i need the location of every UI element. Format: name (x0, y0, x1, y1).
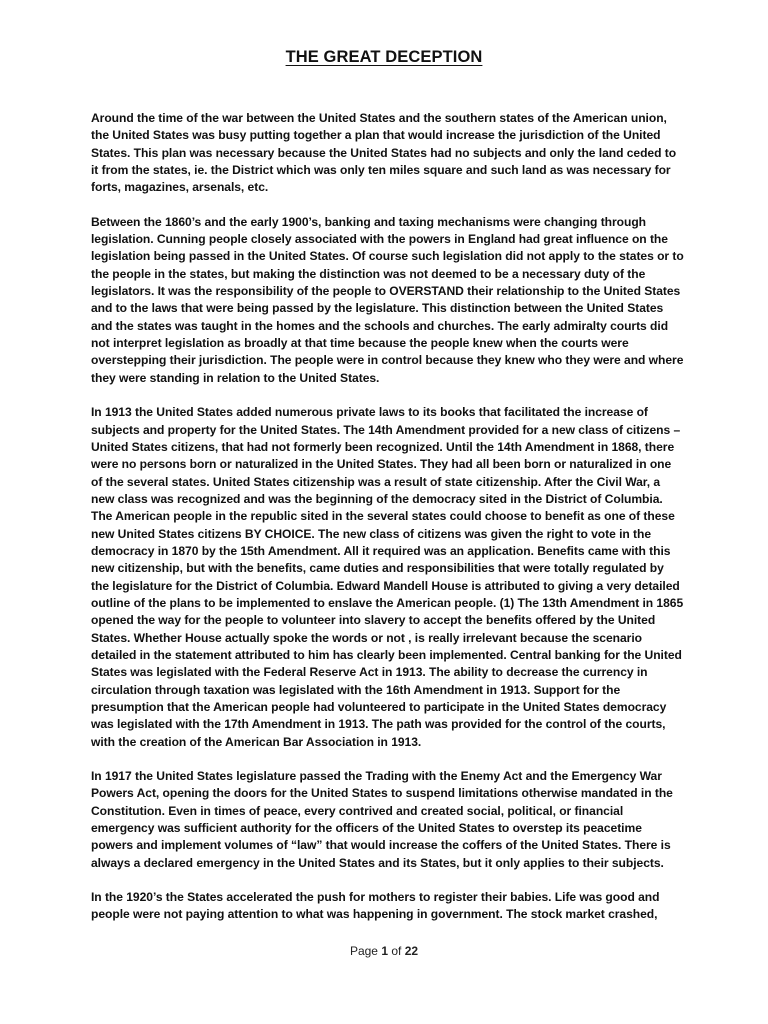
page-number-footer (0, 944, 768, 958)
paragraph-5: In the 1920’s the States accelerated the push for mothers to register their babies. Life was good and people were not paying attention to what was happening in government. The stock market crashed, (91, 890, 660, 922)
paragraph-2: Between the 1860’s and the early 1900’s, banking and taxing mechanisms were changing through legislation. Cunning people closely associated with the powers in England had great influence on the legislation being passed in the United States. Of course such legislation did not apply to the states or to the people in the states, but making the distinction was not deemed to be a necessary duty of the legislators. It was the responsibility of the people to OVERSTAND their relationship to the United States and to the laws that were being passed by the legislature. This distinction between the United States and the states was taught in the homes and the schools and churches. The early admiralty courts did not interpret legislation as broadly at that time because the people knew when the courts were overstepping their jurisdiction. The people were in control because they knew who they were and where they were standing in relation to the United States. (91, 214, 684, 385)
document-body (91, 110, 685, 941)
page-label: Page (349, 944, 378, 958)
page-total: 22 (404, 944, 419, 958)
page-of-label: of (391, 944, 402, 958)
page-current: 1 (381, 944, 388, 958)
paragraph-1: Around the time of the war between the United States and the southern states of the American union, the United States was busy putting together a plan that would increase the jurisdiction of the United States. This plan was necessary because the United States had no subjects and only the land ceded to it from the states, ie. the District which was only ten miles square and such land as was necessary for forts, magazines, arsenals, etc. (91, 111, 677, 195)
document-title: THE GREAT DECEPTION (285, 48, 483, 66)
paragraph-3: In 1913 the United States added numerous private laws to its books that facilitated the increase of subjects and property for the United States. The 14th Amendment provided for a new class of citizens – United States citizens, that had not formerly been recognized. Until the 14th Amendment in 1868, there were no persons born or naturalized in the United States. They had all been born or naturalized in one of the several states. United States citizenship was a result of state citizenship. After the Civil War, a new class was recognized and was the beginning of the democracy sited in the District of Columbia. The American people in the republic sited in the several states could choose to benefit as one of these new United States citizens BY CHOICE. The new class of citizens was given the right to vote in the democracy in 1870 by the 15th Amendment. All it required was an application. Benefits came with this new citizenship, but with the benefits, came duties and responsibilities that were totally regulated by the legislature for the District of Columbia. Edward Mandell House is attributed to giving a very detailed outline of the plans to be implemented to enslave the American people. (1) The 13th Amendment in 1865 opened the way for the people to volunteer into slavery to accept the benefits offered by the United States. Whether House actually spoke the words or not , is really irrelevant because the scenario detailed in the statement attributed to him has clearly been implemented. Central banking for the United States was legislated with the Federal Reserve Act in 1913. The ability to decrease the currency in circulation through taxation was legislated with the 16th Amendment in 1913. Support for the presumption that the American people had volunteered to participate in the United States democracy was legislated with the 17th Amendment in 1913. The path was provided for the control of the courts, with the creation of the American Bar Association in 1913. (91, 405, 684, 749)
paragraph-4: In 1917 the United States legislature passed the Trading with the Enemy Act and the Emergency War Powers Act, opening the doors for the United States to suspend limitations otherwise mandated in the Constitution. Even in times of peace, every contrived and created social, political, or financial emergency was sufficient authority for the officers of the United States to overstep its peacetime powers and implement volumes of “law” that would increase the coffers of the United States. There is always a declared emergency in the United States and its States, but it only applies to their subjects. (91, 769, 673, 870)
